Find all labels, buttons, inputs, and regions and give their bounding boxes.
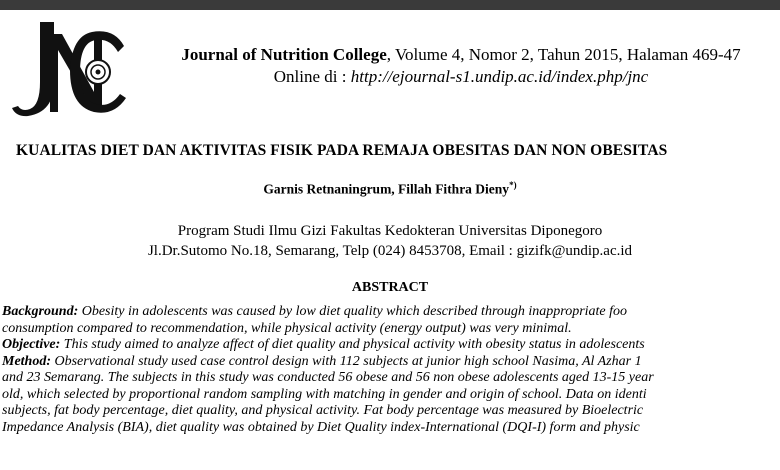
- article-authors: [0, 180, 780, 198]
- abstract-body: [2, 304, 780, 436]
- background-label: Background:: [2, 304, 79, 319]
- abstract-method-line-1: [2, 354, 780, 371]
- abstract-background-line-2: consumption compared to recommendation, while physical activity (energy output) was very minimal.: [2, 320, 572, 336]
- background-text: Obesity in adolescents was caused by low diet quality which described through inappropriate foo: [78, 304, 628, 319]
- abstract-method-line-4: subjects, fat body percentage, diet quality, and physical activity. Fat body percentage was measured by Bioelectric: [2, 403, 644, 418]
- page-top-border: [0, 0, 780, 10]
- journal-header: [136, 44, 780, 88]
- method-label: Method:: [2, 353, 51, 369]
- journal-citation-line: [136, 44, 780, 66]
- abstract-method-line-5: Impedance Analysis (BIA), diet quality was obtained by Diet Quality index-International (DQI-I) form and physic: [2, 419, 640, 435]
- abstract-heading: ABSTRACT: [351, 280, 429, 295]
- article-title: KUALITAS DIET DAN AKTIVITAS FISIK PADA REMAJA OBESITAS DAN NON OBESITAS: [16, 142, 668, 159]
- abstract-background-line-1: [2, 304, 780, 321]
- author-footnote-mark: *): [509, 180, 517, 190]
- journal-logo: [10, 20, 128, 120]
- author-affiliation: [0, 221, 780, 261]
- affiliation-line-1: Program Studi Ilmu Gizi Fakultas Kedokteran Universitas Diponegoro: [177, 223, 603, 239]
- journal-url-link[interactable]: http://ejournal-s1.undip.ac.id/index.php/jnc: [350, 67, 649, 86]
- online-prefix: Online di :: [273, 67, 351, 86]
- objective-text: This study aimed to analyze affect of diet quality and physical activity with obesity status in adolescents: [60, 337, 645, 352]
- method-text: Observational study used case control design with 112 subjects at junior high school Nasima, Al Azhar 1: [51, 353, 642, 369]
- abstract-method-line-3: old, which selected by proportional random sampling with matching in gender and origin of school. Data on identi: [2, 386, 647, 402]
- journal-citation: , Volume 4, Nomor 2, Tahun 2015, Halaman 469-47: [386, 45, 741, 64]
- author-names: Garnis Retnaningrum, Fillah Fithra Dieny: [263, 181, 510, 197]
- objective-label: Objective:: [2, 337, 61, 352]
- abstract-objective-line: [2, 337, 780, 354]
- journal-name: Journal of Nutrition College: [181, 45, 387, 64]
- affiliation-line-2: Jl.Dr.Sutomo No.18, Semarang, Telp (024) 8453708, Email : gizifk@undip.ac.id: [147, 243, 633, 259]
- abstract-method-line-2: and 23 Semarang. The subjects in this study was conducted 56 obese and 56 non obese adolescents aged 13-15 year: [2, 370, 654, 385]
- journal-online-line: [136, 66, 780, 88]
